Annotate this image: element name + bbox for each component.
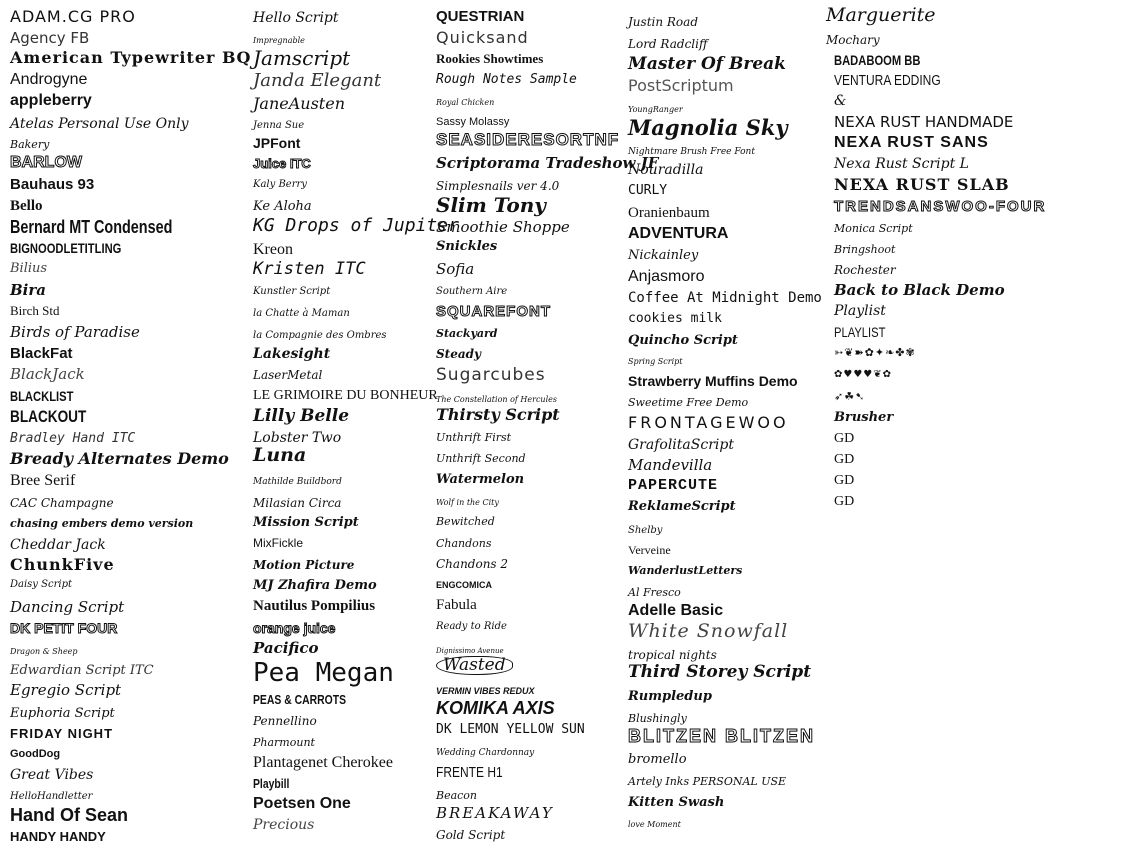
font-sample: Al Fresco — [628, 586, 681, 599]
font-sample: Coffee At Midnight Demo — [628, 290, 822, 306]
font-sample: Lilly Belle — [253, 406, 350, 426]
font-sample: Bradley Hand ITC — [10, 431, 136, 446]
font-sample: Androgyne — [10, 71, 88, 88]
font-sample: FRENTE H1 — [436, 764, 503, 781]
font-sample: Impregnable — [253, 36, 305, 45]
font-sample: Lakesight — [253, 346, 331, 362]
font-sample: Atelas Personal Use Only — [10, 116, 189, 132]
font-sample: NEXA RUST HANDMADE — [834, 113, 1014, 131]
font-sample: Artely Inks PERSONAL USE — [628, 775, 787, 788]
font-sample: Chandons 2 — [436, 557, 509, 571]
font-sample: American Typewriter BQ — [10, 48, 252, 67]
font-sample: Gold Script — [436, 828, 506, 842]
font-sample: SQUAREFONT — [436, 303, 551, 320]
font-sample: White Snowfall — [628, 620, 789, 642]
font-sample: Lobster Two — [253, 430, 342, 446]
font-sample: BREAKAWAY — [436, 804, 554, 822]
font-sample: ReklameScript — [628, 499, 736, 514]
font-sample: Playlist — [834, 303, 886, 319]
font-sample: JPFont — [253, 135, 301, 151]
font-sample: Dragon & Sheep — [10, 647, 78, 656]
font-sample: Smoothie Shoppe — [436, 218, 570, 236]
font-sample: FRIDAY NIGHT — [10, 726, 114, 741]
font-sample: DK PETIT FOUR — [10, 620, 118, 636]
font-sample: Slim Tony — [436, 193, 546, 217]
font-sample: Precious — [253, 817, 315, 833]
font-sample: PLAYLIST — [834, 324, 886, 340]
font-sample: QUESTRIAN — [436, 8, 525, 25]
font-sample: Agency FB — [10, 29, 90, 47]
font-sample: HelloHandletter — [10, 791, 93, 802]
font-sample: Dancing Script — [10, 598, 125, 616]
font-sample: TRENDSANSWOO-FOUR — [834, 198, 1047, 215]
font-sample: Royal Chicken — [436, 98, 495, 107]
font-sample: Verveine — [628, 543, 671, 557]
font-sample: Anjasmoro — [628, 268, 705, 285]
font-sample: Third Storey Script — [628, 662, 812, 682]
font-sample: Scriptorama Tradeshow JF — [436, 154, 659, 172]
font-sample: Southern Aire — [436, 286, 508, 297]
font-sample: Plantagenet Cherokee — [253, 754, 393, 771]
font-sample: Wasted — [436, 656, 513, 675]
font-sample: GoodDog — [10, 748, 61, 760]
font-sample: BLITZEN BLITZEN — [628, 726, 815, 746]
font-sample: Unthrift First — [436, 431, 512, 444]
font-sample: Bernard MT Condensed — [10, 217, 173, 237]
font-sample: Wedding Chardonnay — [436, 748, 535, 758]
font-sample: Watermelon — [436, 472, 525, 487]
font-sample: Justin Road — [628, 15, 698, 29]
font-sample: Nautilus Pompilius — [253, 598, 376, 614]
font-sample: CURLY — [628, 183, 668, 198]
font-sample: PEAS & CARROTS — [253, 692, 347, 707]
font-sample: Wolf in the City — [436, 498, 499, 507]
font-sample: orange juice — [253, 620, 336, 636]
font-sample: Nightmare Brush Free Font — [628, 147, 755, 157]
font-sample: Bakery — [10, 138, 50, 151]
font-sample: VERMIN VIBES REDUX — [436, 686, 535, 696]
font-sample: Jamscript — [253, 46, 351, 70]
font-sample: Mission Script — [253, 515, 359, 530]
font-sample: Poetsen One — [253, 795, 351, 812]
font-sample: Bree Serif — [10, 472, 76, 489]
font-sample: GrafolitaScript — [628, 437, 734, 453]
font-sample: bromello — [628, 752, 687, 767]
font-sample: Nouradilla — [628, 162, 704, 178]
font-sample: LaserMetal — [253, 368, 323, 382]
font-sample: GD — [834, 473, 855, 488]
font-sample: Sugarcubes — [436, 365, 546, 385]
font-sample: Jenna Sue — [253, 120, 305, 131]
font-sample: HANDY HANDY — [10, 829, 106, 844]
font-sample: Quicksand — [436, 28, 529, 47]
font-sample: Magnolia Sky — [628, 115, 788, 140]
font-sample: Daisy Script — [10, 579, 72, 590]
font-sample: YoungRanger — [628, 105, 683, 114]
font-sample: chasing embers demo version — [10, 517, 194, 530]
font-sample: NEXA RUST SANS — [834, 134, 989, 151]
font-sample: PostScriptum — [628, 76, 734, 95]
font-sample: NEXA RUST SLAB — [834, 175, 1010, 194]
font-sample: Adelle Basic — [628, 602, 724, 619]
font-sample: Master Of Break — [628, 54, 786, 74]
font-sample: Ready to Ride — [436, 621, 507, 632]
font-sample: ENGCOMICA — [436, 580, 492, 590]
font-sample: BLACKLIST — [10, 388, 74, 404]
font-sample: BlackJack — [10, 365, 85, 383]
font-sample: & — [834, 93, 847, 109]
font-sample: Bready Alternates Demo — [10, 449, 229, 468]
font-sample: Beacon — [436, 789, 478, 802]
font-sample: Milasian Circa — [253, 496, 342, 510]
font-sample: Egregio Script — [10, 681, 122, 699]
font-sample: Edwardian Script ITC — [10, 663, 154, 678]
font-sample: KG Drops of Jupiter — [253, 215, 459, 236]
font-sample: BADABOOM BB — [834, 52, 921, 68]
font-sample: GD — [834, 494, 855, 509]
font-sample: Kitten Swash — [628, 795, 725, 810]
font-sample: Mandevilla — [628, 456, 713, 474]
font-sample: JaneAusten — [253, 94, 345, 113]
font-sample: Spring Script — [628, 357, 683, 366]
font-sample: la Compagnie des Ombres — [253, 330, 387, 341]
font-sample: Bewitched — [436, 515, 495, 528]
font-sample: Quincho Script — [628, 333, 738, 348]
font-sample: Fabula — [436, 597, 477, 613]
font-sample: LE GRIMOIRE DU BONHEUR — [253, 388, 438, 403]
font-sample: Birds of Paradise — [10, 323, 140, 341]
font-sample: tropical nights — [628, 648, 717, 662]
font-sample: Sweetime Free Demo — [628, 396, 749, 409]
font-sample: GD — [834, 431, 855, 446]
font-sample: Rumpledup — [628, 689, 712, 704]
font-sample: Great Vibes — [10, 767, 94, 783]
font-sample: KOMIKA AXIS — [436, 698, 555, 718]
font-sample: Lord Radcliff — [628, 37, 708, 51]
font-sample: Pacifico — [253, 639, 319, 657]
font-sample: Cheddar Jack — [10, 537, 106, 553]
font-sample: Back to Black Demo — [834, 281, 1005, 299]
font-sample: Pea Megan — [253, 658, 394, 688]
font-sample: Marguerite — [826, 4, 936, 26]
font-sample: BARLOW — [10, 154, 82, 171]
font-sample: Sofia — [436, 260, 475, 278]
font-sample: Janda Elegant — [253, 70, 382, 91]
font-sample: Hand Of Sean — [10, 805, 129, 825]
font-sample: Steady — [436, 347, 481, 361]
font-sample: DK LEMON YELLOW SUN — [436, 722, 585, 737]
font-sample: SEASIDERESORTNF — [436, 130, 620, 149]
font-sample: ✿♥♥♥❦✿ — [834, 369, 893, 380]
font-sample: Shelby — [628, 525, 663, 536]
font-sample: BIGNOODLETITLING — [10, 240, 122, 256]
font-sample: Chandons — [436, 537, 492, 550]
font-sample: WanderlustLetters — [628, 564, 743, 577]
font-sample: Kreon — [253, 241, 293, 258]
font-sample: Oranienbaum — [628, 205, 710, 221]
font-sample: Bira — [10, 281, 46, 299]
font-sample: ➶☘➷ — [834, 390, 866, 403]
font-sample: MixFickle — [253, 536, 303, 550]
font-sample: Kaly Berry — [253, 179, 307, 190]
font-sample: Motion Picture — [253, 558, 355, 572]
font-sample: ADVENTURA — [628, 225, 729, 242]
font-sample: Rochester — [834, 263, 896, 277]
font-sample: Nexa Rust Script L — [834, 156, 969, 172]
font-sample: Thirsty Script — [436, 405, 560, 424]
font-sample: la Chatte à Maman — [253, 308, 350, 319]
font-sample: The Constellation of Hercules — [436, 395, 557, 404]
font-sample: Simplesnails ver 4.0 — [436, 179, 560, 193]
font-sample: Strawberry Muffins Demo — [628, 373, 798, 389]
font-sample: Rookies Showtimes — [436, 51, 544, 66]
font-sample: Kunstler Script — [253, 286, 331, 297]
font-sample: Unthrift Second — [436, 452, 526, 465]
font-sample: appleberry — [10, 92, 92, 109]
font-sample: Bilius — [10, 261, 48, 276]
font-sample: Euphoria Script — [10, 706, 115, 721]
font-sample: Juice ITC — [253, 156, 311, 171]
font-sample: GD — [834, 452, 855, 467]
font-sample: Monica Script — [834, 222, 913, 235]
font-sample: FRONTAGEWOO — [628, 413, 789, 432]
font-sample: ChunkFive — [10, 555, 115, 574]
font-sample: ADAM.CG PRO — [10, 7, 136, 26]
font-sample: Nickainley — [628, 248, 699, 263]
font-sample: Bauhaus 93 — [10, 176, 95, 193]
font-sample: Bello — [10, 198, 43, 214]
font-sample: Pennellino — [253, 714, 317, 728]
font-sample: Rough Notes Sample — [436, 72, 577, 87]
font-sample: Playbill — [253, 776, 290, 791]
font-sample: Mochary — [826, 33, 880, 47]
font-sample: Ke Aloha — [253, 199, 312, 214]
font-sample: VENTURA EDDING — [834, 72, 941, 89]
font-sample: Luna — [253, 444, 307, 466]
font-sample: ➳❦➽✿✦❧✤✾ — [834, 346, 916, 359]
font-sample: Hello Script — [253, 10, 339, 26]
font-sample: Stackyard — [436, 327, 498, 340]
font-sample: PAPERCUTE — [628, 477, 719, 494]
font-sample: Kristen ITC — [253, 259, 366, 279]
font-sample: Dignissimo Avenue — [436, 647, 504, 655]
font-sample: Birch Std — [10, 303, 60, 318]
font-sample: Bringshoot — [834, 243, 896, 256]
font-sample: MJ Zhafira Demo — [253, 578, 377, 593]
font-sample: Snickles — [436, 239, 498, 254]
font-sample: Pharmount — [253, 736, 315, 749]
font-sample: Sassy Molassy — [436, 116, 510, 128]
font-sample: BlackFat — [10, 345, 73, 362]
font-sample: BLACKOUT — [10, 407, 87, 426]
font-sample: Brusher — [834, 410, 894, 425]
font-sample: love Moment — [628, 820, 681, 829]
font-sample: CAC Champagne — [10, 496, 114, 510]
font-sample: cookies milk — [628, 311, 722, 326]
font-sample: Blushingly — [628, 712, 687, 725]
font-sample: Mathilde Buildbord — [253, 477, 342, 487]
